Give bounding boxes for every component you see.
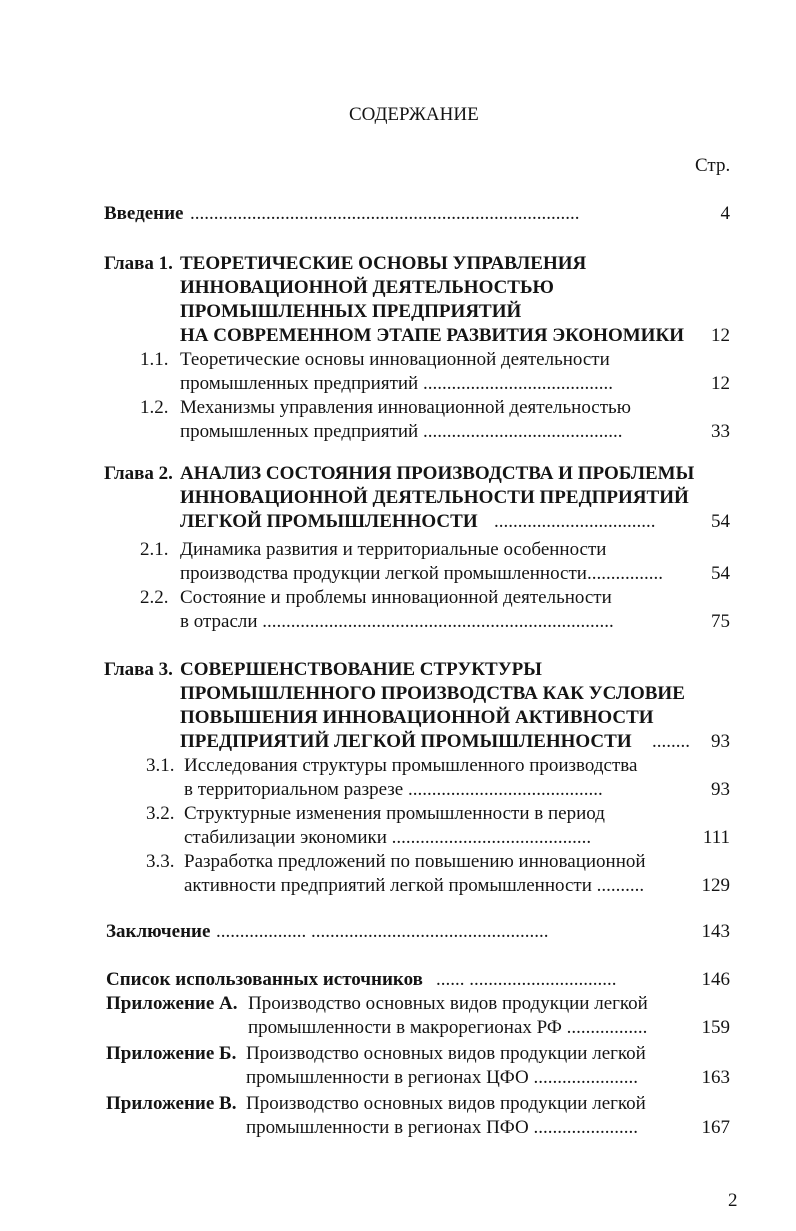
appendix-b-title-cont: промышленности в регионах ЦФО ...................... xyxy=(246,1067,639,1088)
appendix-b-label: Приложение Б. xyxy=(106,1043,237,1064)
conclusion-leader: ................... .................................................. xyxy=(216,921,549,942)
chapter-2-title-line: ЛЕГКОЙ ПРОМЫШЛЕННОСТИ xyxy=(180,511,478,532)
appendix-a-label: Приложение А. xyxy=(106,993,238,1014)
section-2-2-number: 2.2. xyxy=(140,587,169,608)
appendix-b-page: 163 xyxy=(701,1067,730,1088)
section-2-1-title: Динамика развития и территориальные особенности xyxy=(180,539,607,560)
section-3-2-number: 3.2. xyxy=(146,803,175,824)
section-1-2-page: 33 xyxy=(711,421,730,442)
chapter-1-page: 12 xyxy=(711,325,730,346)
section-3-1-number: 3.1. xyxy=(146,755,175,776)
appendix-a-title: Производство основных видов продукции легкой xyxy=(248,993,648,1014)
section-3-3-page: 129 xyxy=(701,875,730,896)
chapter-3-title-line: ПРЕДПРИЯТИЙ ЛЕГКОЙ ПРОМЫШЛЕННОСТИ xyxy=(180,731,632,752)
sources-label: Список использованных источников xyxy=(106,969,423,990)
section-1-2-number: 1.2. xyxy=(140,397,169,418)
intro-leader: .................................................................................. xyxy=(190,203,580,224)
chapter-1-title-line: ПРОМЫШЛЕННЫХ ПРЕДПРИЯТИЙ xyxy=(180,301,522,322)
chapter-1-title-line: ТЕОРЕТИЧЕСКИЕ ОСНОВЫ УПРАВЛЕНИЯ xyxy=(180,253,587,274)
section-2-2-title: Состояние и проблемы инновационной деятельности xyxy=(180,587,612,608)
section-1-2-title: Механизмы управления инновационной деятельностью xyxy=(180,397,631,418)
conclusion-label: Заключение xyxy=(106,921,211,942)
section-1-1-title-cont: промышленных предприятий ........................................ xyxy=(180,373,613,394)
section-1-1-number: 1.1. xyxy=(140,349,169,370)
appendix-b-title: Производство основных видов продукции легкой xyxy=(246,1043,646,1064)
page-number: 2 xyxy=(728,1190,738,1211)
toc-title: СОДЕРЖАНИЕ xyxy=(349,104,479,125)
chapter-2-title-line: АНАЛИЗ СОСТОЯНИЯ ПРОИЗВОДСТВА И ПРОБЛЕМЫ xyxy=(180,463,695,484)
chapter-1-prefix: Глава 1. xyxy=(104,253,173,274)
sources-leader: ...... ............................... xyxy=(436,969,617,990)
section-3-2-page: 111 xyxy=(702,827,730,848)
chapter-3-title-line: ПРОМЫШЛЕННОГО ПРОИЗВОДСТВА КАК УСЛОВИЕ xyxy=(180,683,685,704)
chapter-2-page: 54 xyxy=(711,511,730,532)
chapter-3-title-line: ПОВЫШЕНИЯ ИННОВАЦИОННОЙ АКТИВНОСТИ xyxy=(180,707,654,728)
chapter-3-leader: ........ xyxy=(652,731,690,752)
section-3-1-title-cont: в территориальном разрезе ......................................... xyxy=(184,779,603,800)
appendix-v-label: Приложение В. xyxy=(106,1093,237,1114)
appendix-v-title-cont: промышленности в регионах ПФО ...................... xyxy=(246,1117,639,1138)
section-2-1-number: 2.1. xyxy=(140,539,169,560)
intro-label: Введение xyxy=(104,203,184,224)
section-3-3-title: Разработка предложений по повышению инновационной xyxy=(184,851,646,872)
conclusion-page: 143 xyxy=(701,921,730,942)
intro-page: 4 xyxy=(720,203,730,224)
section-3-2-title: Структурные изменения промышленности в период xyxy=(184,803,605,824)
section-2-1-page: 54 xyxy=(711,563,730,584)
chapter-3-title-line: СОВЕРШЕНСТВОВАНИЕ СТРУКТУРЫ xyxy=(180,659,542,680)
section-2-1-title-cont: производства продукции легкой промышленности................ xyxy=(180,563,663,584)
chapter-3-page: 93 xyxy=(711,731,730,752)
section-1-1-title: Теоретические основы инновационной деятельности xyxy=(180,349,610,370)
chapter-2-prefix: Глава 2. xyxy=(104,463,173,484)
chapter-1-title-line: ИННОВАЦИОННОЙ ДЕЯТЕЛЬНОСТЬЮ xyxy=(180,277,554,298)
section-3-3-number: 3.3. xyxy=(146,851,175,872)
appendix-v-page: 167 xyxy=(701,1117,730,1138)
appendix-v-title: Производство основных видов продукции легкой xyxy=(246,1093,646,1114)
section-3-2-title-cont: стабилизации экономики .......................................... xyxy=(184,827,592,848)
appendix-a-title-cont: промышленности в макрорегионах РФ ................. xyxy=(248,1017,648,1038)
sources-page: 146 xyxy=(701,969,730,990)
chapter-2-leader: .................................. xyxy=(494,511,656,532)
section-3-1-page: 93 xyxy=(711,779,730,800)
section-2-2-page: 75 xyxy=(711,611,730,632)
section-1-1-page: 12 xyxy=(711,373,730,394)
appendix-a-page: 159 xyxy=(701,1017,730,1038)
chapter-2-title-line: ИННОВАЦИОННОЙ ДЕЯТЕЛЬНОСТИ ПРЕДПРИЯТИЙ xyxy=(180,487,689,508)
section-3-1-title: Исследования структуры промышленного производства xyxy=(184,755,638,776)
section-2-2-title-cont: в отрасли .......................................................................... xyxy=(180,611,614,632)
section-1-2-title-cont: промышленных предприятий .......................................... xyxy=(180,421,623,442)
chapter-3-prefix: Глава 3. xyxy=(104,659,173,680)
page-column-label: Стр. xyxy=(695,155,731,176)
section-3-3-title-cont: активности предприятий легкой промышленности .......... xyxy=(184,875,645,896)
chapter-1-title-line: НА СОВРЕМЕННОМ ЭТАПЕ РАЗВИТИЯ ЭКОНОМИКИ xyxy=(180,325,685,346)
